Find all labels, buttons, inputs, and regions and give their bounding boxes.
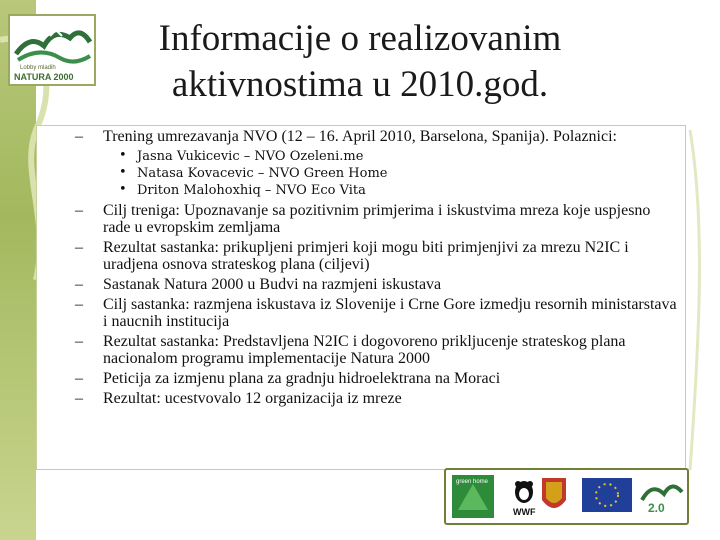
bullet-text: Sastanak Natura 2000 u Budvi na razmjeni iskustava — [103, 276, 442, 293]
dash-marker: – — [75, 370, 83, 387]
dash-marker: – — [75, 239, 83, 256]
sub-bullet-item — [37, 165, 677, 182]
logo-main-text: NATURA 2000 — [14, 72, 74, 82]
bullet-text: Rezultat sastanka: Predstavljena N2IC i dogovoreno prikljucenje strateskog plana nacionalom programu implementacije Natura 2000 — [103, 333, 626, 367]
natura-2000-logo — [8, 14, 96, 86]
dot-marker: • — [119, 182, 127, 197]
green-home-text: green home — [456, 479, 489, 485]
sub-bullet-text: Driton Malohoxhiq – NVO Eco Vita — [137, 183, 366, 198]
bullet-item — [37, 333, 677, 367]
bullet-item — [37, 390, 677, 407]
bullet-text: Cilj sastanka: razmjena iskustava iz Slovenije i Crne Gore izmedju resornih ministarstava i naucnih institucija — [103, 296, 677, 330]
eu-flag-icon — [582, 478, 632, 512]
end-logo-text: 2.0 — [648, 501, 665, 515]
partner-logos-bar — [444, 468, 689, 525]
wwf-logo — [513, 481, 536, 517]
dash-marker: – — [75, 296, 83, 313]
dash-marker: – — [75, 390, 83, 407]
sub-bullet-text: Natasa Kovacevic – NVO Green Home — [137, 166, 388, 181]
title-line-1: Informacije o realizovanim — [158, 18, 562, 59]
bullet-item — [37, 370, 677, 387]
sub-bullet-text: Jasna Vukicevic – NVO Ozeleni.me — [137, 149, 364, 164]
logo-small-text: Lobby mladih — [20, 65, 56, 71]
dot-marker: • — [119, 165, 127, 180]
green-home-logo — [452, 475, 494, 518]
bullet-text: Cilj treniga: Upoznavanje sa pozitivnim primjerima i iskustvima mreza koje uspjesno rade u evropskim zemljama — [103, 202, 651, 236]
bullet-item — [37, 128, 677, 145]
sub-bullet-item — [37, 182, 677, 199]
bullet-text: Peticija za izmjenu plana za gradnju hidroelektrana na Moraci — [103, 370, 501, 387]
bullet-item — [37, 276, 677, 293]
dot-marker: • — [119, 148, 127, 163]
montenegro-coat-of-arms-icon — [542, 478, 566, 508]
bullet-text: Rezultat: ucestvovalo 12 organizacija iz mreze — [103, 390, 402, 407]
bullet-item — [37, 202, 677, 236]
bullet-item — [37, 296, 677, 330]
dash-marker: – — [75, 202, 83, 219]
sub-bullet-item — [37, 148, 677, 165]
dash-marker: – — [75, 128, 83, 145]
title-line-2: aktivnostima u 2010.god. — [171, 64, 549, 105]
bullet-text: Trening umrezavanja NVO (12 – 16. April 2010, Barselona, Spanija). Polaznici: — [103, 128, 617, 145]
natura-2000-small-logo — [642, 486, 682, 515]
bullet-text: Rezultat sastanka: prikupljeni primjeri koji mogu biti primjenjivi za mrezu N2IC i uradjena osnova strateskog plana (ciljevi) — [103, 239, 629, 273]
bullet-item — [37, 239, 677, 273]
slide-title — [110, 16, 610, 108]
dash-marker: – — [75, 333, 83, 350]
content-panel — [36, 125, 686, 470]
wwf-text: WWF — [513, 507, 536, 517]
dash-marker: – — [75, 276, 83, 293]
